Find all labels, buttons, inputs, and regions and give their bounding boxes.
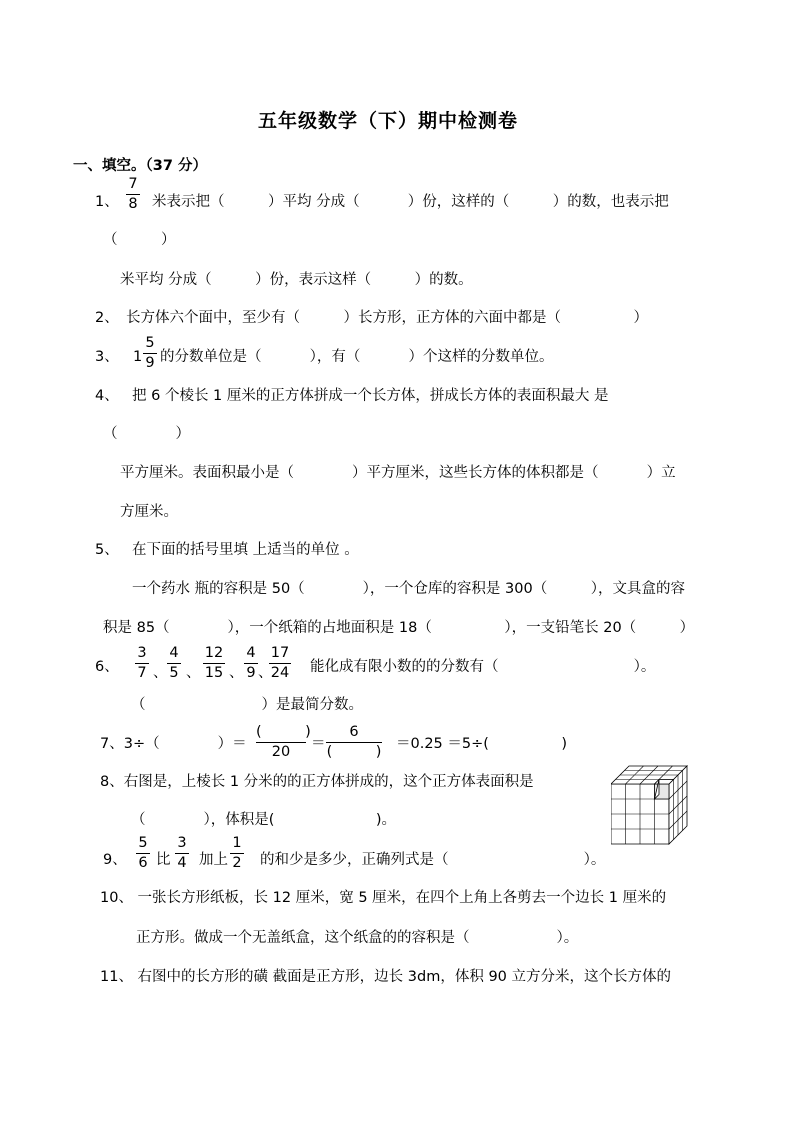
q1-line2: 米平均 分成（ ）份，表示这样（ ）的数。: [120, 272, 473, 288]
q7-fraction-2-numerator: 6: [349, 724, 359, 740]
q9-fraction-1: [136, 835, 150, 872]
q3-number: 3、: [95, 349, 119, 365]
q9-number: 9、: [103, 852, 127, 868]
q1-line1: 米表示把（ ）平均 分成（ ）份，这样的（ ）的数，也表示把: [152, 194, 669, 210]
q9-text: 的和少是多少，正确列式是（ ）。: [260, 852, 606, 868]
q4-line1: 把 6 个棱长 1 厘米的正方体拼成一个长方体，拼成长方体的表面积最大 是: [132, 388, 609, 404]
q7-equals: ＝: [311, 736, 326, 752]
q6-fraction-3-denominator: 15: [204, 665, 224, 681]
q9-fraction-3-numerator: 1: [232, 835, 242, 851]
q4-number: 4、: [95, 388, 119, 404]
q10-line1: 10、 一张长方形纸板，长 12 厘米，宽 5 厘米，在四个上角上各剪去一个边长 1 厘米的: [100, 890, 667, 906]
q7-fraction-1-denominator: 20: [271, 744, 291, 760]
q7-suffix: ＝0.25 ＝5÷( ): [396, 736, 568, 752]
q6-separator-4: 、: [258, 665, 273, 681]
q3-fraction-denominator: 9: [145, 355, 155, 371]
q3-whole: 1: [133, 349, 143, 365]
q3-fraction: [143, 335, 157, 372]
q6-separator-3: 、: [229, 665, 244, 681]
q6-fraction-5-denominator: 24: [270, 665, 290, 681]
q5-line3: 积是 85（ ），一个纸箱的占地面积是 18（ ），一支铅笔长 20（ ）: [103, 620, 695, 636]
q9-fraction-1-numerator: 5: [138, 835, 148, 851]
q6-fraction-2: [167, 645, 181, 682]
q9-fraction-2-denominator: 4: [177, 855, 187, 871]
q6-fraction-2-numerator: 4: [169, 645, 179, 661]
q8-line2: （ ），体积是( )。: [131, 812, 397, 828]
q7-fraction-2-denominator: ( ): [326, 744, 382, 760]
q6-fraction-3-numerator: 12: [204, 645, 224, 661]
q1-number: 1、: [95, 194, 119, 210]
q9-word-bi: 比: [156, 852, 171, 868]
cube-figure: [611, 762, 691, 846]
q6-fraction-1-numerator: 3: [137, 645, 147, 661]
q6-fraction-1: [135, 645, 149, 682]
q1-fraction-numerator: 7: [128, 176, 138, 192]
q11-line1: 11、 右图中的长方形的磺 截面是正方形，边长 3dm，体积 90 立方分米，这个长方体的: [100, 969, 671, 985]
section-header: 一、填空。（37 分）: [73, 158, 207, 174]
q9-word-jia: 加上: [199, 852, 228, 868]
q6-fraction-5-numerator: 17: [270, 645, 290, 661]
q3-fraction-numerator: 5: [145, 335, 155, 351]
q6-fraction-1-denominator: 7: [137, 665, 147, 681]
q3-text: 的分数单位是（ ），有（ ）个这样的分数单位。: [160, 349, 554, 365]
q1-fraction: [126, 176, 140, 213]
q9-fraction-3: [230, 835, 244, 872]
page-title: 五年级数学（下）期中检测卷: [258, 110, 519, 132]
q7-fraction-1-numerator: ( ): [256, 724, 311, 740]
q9-fraction-2-numerator: 3: [177, 835, 187, 851]
q7-fraction-1: [256, 724, 311, 761]
q1-fraction-denominator: 8: [128, 196, 138, 212]
q6-fraction-4-denominator: 9: [246, 665, 256, 681]
q7-prefix: 7、3÷（ ）＝: [100, 736, 247, 752]
q5-line1: 在下面的括号里填 上适当的单位 。: [132, 542, 359, 558]
q6-fraction-2-denominator: 5: [169, 665, 179, 681]
q6-fraction-4-numerator: 4: [246, 645, 256, 661]
q5-line2: 一个药水 瓶的容积是 50（ ），一个仓库的容积是 300（ ），文具盒的容: [132, 581, 685, 597]
q6-fraction-5: [269, 645, 291, 682]
q6-fraction-3: [203, 645, 225, 682]
q7-fraction-2: [326, 724, 382, 761]
q1-line1b: （ ）: [103, 232, 176, 248]
q8-line1: 8、右图是，上棱长 1 分米的的正方体拼成的，这个正方体表面积是: [100, 774, 534, 790]
q9-fraction-3-denominator: 2: [232, 855, 242, 871]
q6-text: 能化成有限小数的的分数有（ ）。: [310, 659, 656, 675]
q6-fraction-4: [244, 645, 258, 682]
q4-line1b: （ ）: [103, 426, 190, 442]
q6-line2: （ ）是最简分数。: [131, 697, 363, 713]
q2-number: 2、: [95, 310, 119, 326]
q10-line2: 正方形。做成一个无盖纸盒，这个纸盒的的容积是（ ）。: [136, 930, 579, 946]
q6-number: 6、: [95, 659, 119, 675]
q4-line2: 平方厘米。表面积最小是（ ）平方厘米，这些长方体的体积都是（ ）立: [120, 465, 676, 481]
q4-line3: 方厘米。: [120, 504, 178, 520]
q9-fraction-1-denominator: 6: [138, 855, 148, 871]
q2-text: 长方体六个面中，至少有（ ）长方形，正方体的六面中都是（ ）: [126, 310, 648, 326]
q6-separator-1: 、: [153, 665, 168, 681]
q6-separator-2: 、: [186, 665, 201, 681]
q5-number: 5、: [95, 542, 119, 558]
q9-fraction-2: [175, 835, 189, 872]
